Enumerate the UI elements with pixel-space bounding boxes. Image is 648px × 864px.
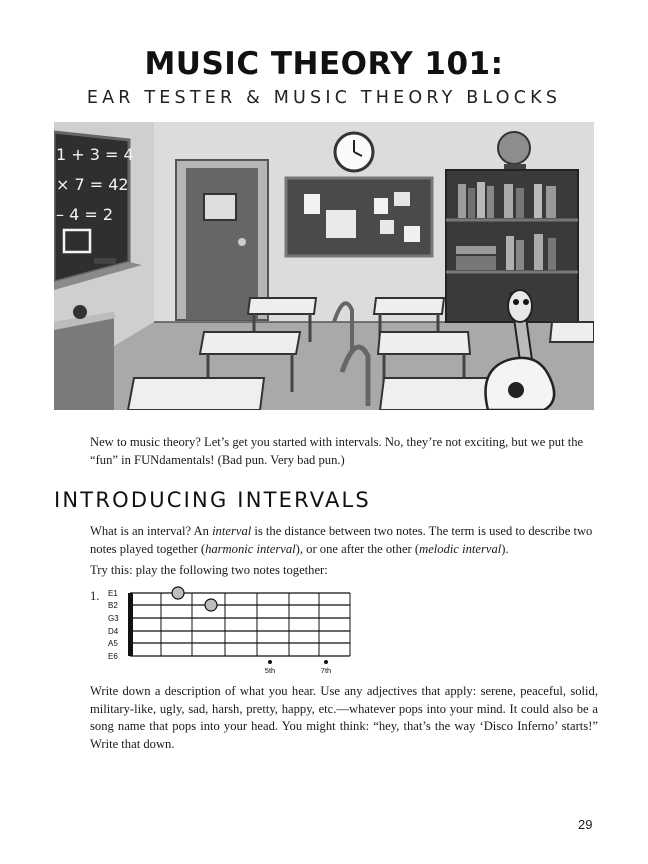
guitar-tab-diagram: [104, 582, 354, 683]
note-dot-b-string: [205, 599, 217, 611]
string-label-e1: E1: [108, 589, 118, 598]
page-number: 29: [578, 817, 593, 832]
chalk-line-3: – 4 = 2: [56, 205, 114, 224]
classroom-illustration: [54, 122, 594, 410]
page-title: MUSIC THEORY 101:: [144, 46, 504, 82]
interval-definition-paragraph: What is an interval? An interval is the distance between two notes. The term is used to describe two notes played together (harmonic interval), or one after the other (melodic interval).: [90, 524, 593, 556]
string-label-a5: A5: [108, 639, 118, 648]
page-subtitle: EAR TESTER & MUSIC THEORY BLOCKS: [86, 88, 562, 108]
note-dot-e-string: [172, 587, 184, 599]
classroom-door: [176, 160, 268, 320]
term-melodic-interval: melodic interval: [419, 541, 502, 556]
intro-paragraph: New to music theory? Let’s get you started with intervals. No, they’re not exciting, but we put the “fun” in FUNdamentals! (Bad pun. Very bad pun.): [90, 435, 584, 467]
section-heading: INTRODUCING INTERVALS: [54, 488, 371, 512]
description-paragraph: Write down a description of what you hear. Use any adjectives that apply: serene, peaceful, solid, military-like, ugly, sad, harsh, pretty, happy, etc.—whatever pops into your mind. It could also be a song name that pops into your head. You might think: “hey, that’s the way ‘Disco Inferno’ starts!” Write that down.: [90, 684, 598, 751]
apple-icon: [73, 305, 87, 319]
term-harmonic-interval: harmonic interval: [205, 541, 296, 556]
fret-marker-7: [324, 660, 328, 664]
chalk-line-2: × 7 = 42: [56, 175, 129, 194]
try-this-paragraph: Try this: play the following two notes together:: [90, 563, 328, 577]
fret-label-5th: 5th: [264, 666, 276, 675]
term-interval: interval: [212, 524, 252, 538]
string-label-b2: B2: [108, 601, 118, 610]
exercise-number: 1.: [90, 589, 100, 603]
bulletin-board: [286, 178, 432, 256]
clock-icon: [335, 133, 373, 171]
chalkboard: [54, 132, 142, 290]
fret-label-7th: 7th: [320, 666, 332, 675]
string-label-e6: E6: [108, 652, 118, 661]
fret-marker-5: [268, 660, 272, 664]
chalk-line-1: 1 + 3 = 4: [56, 145, 134, 164]
string-label-d4: D4: [108, 627, 119, 636]
string-label-g3: G3: [108, 614, 119, 623]
nut: [128, 593, 133, 656]
